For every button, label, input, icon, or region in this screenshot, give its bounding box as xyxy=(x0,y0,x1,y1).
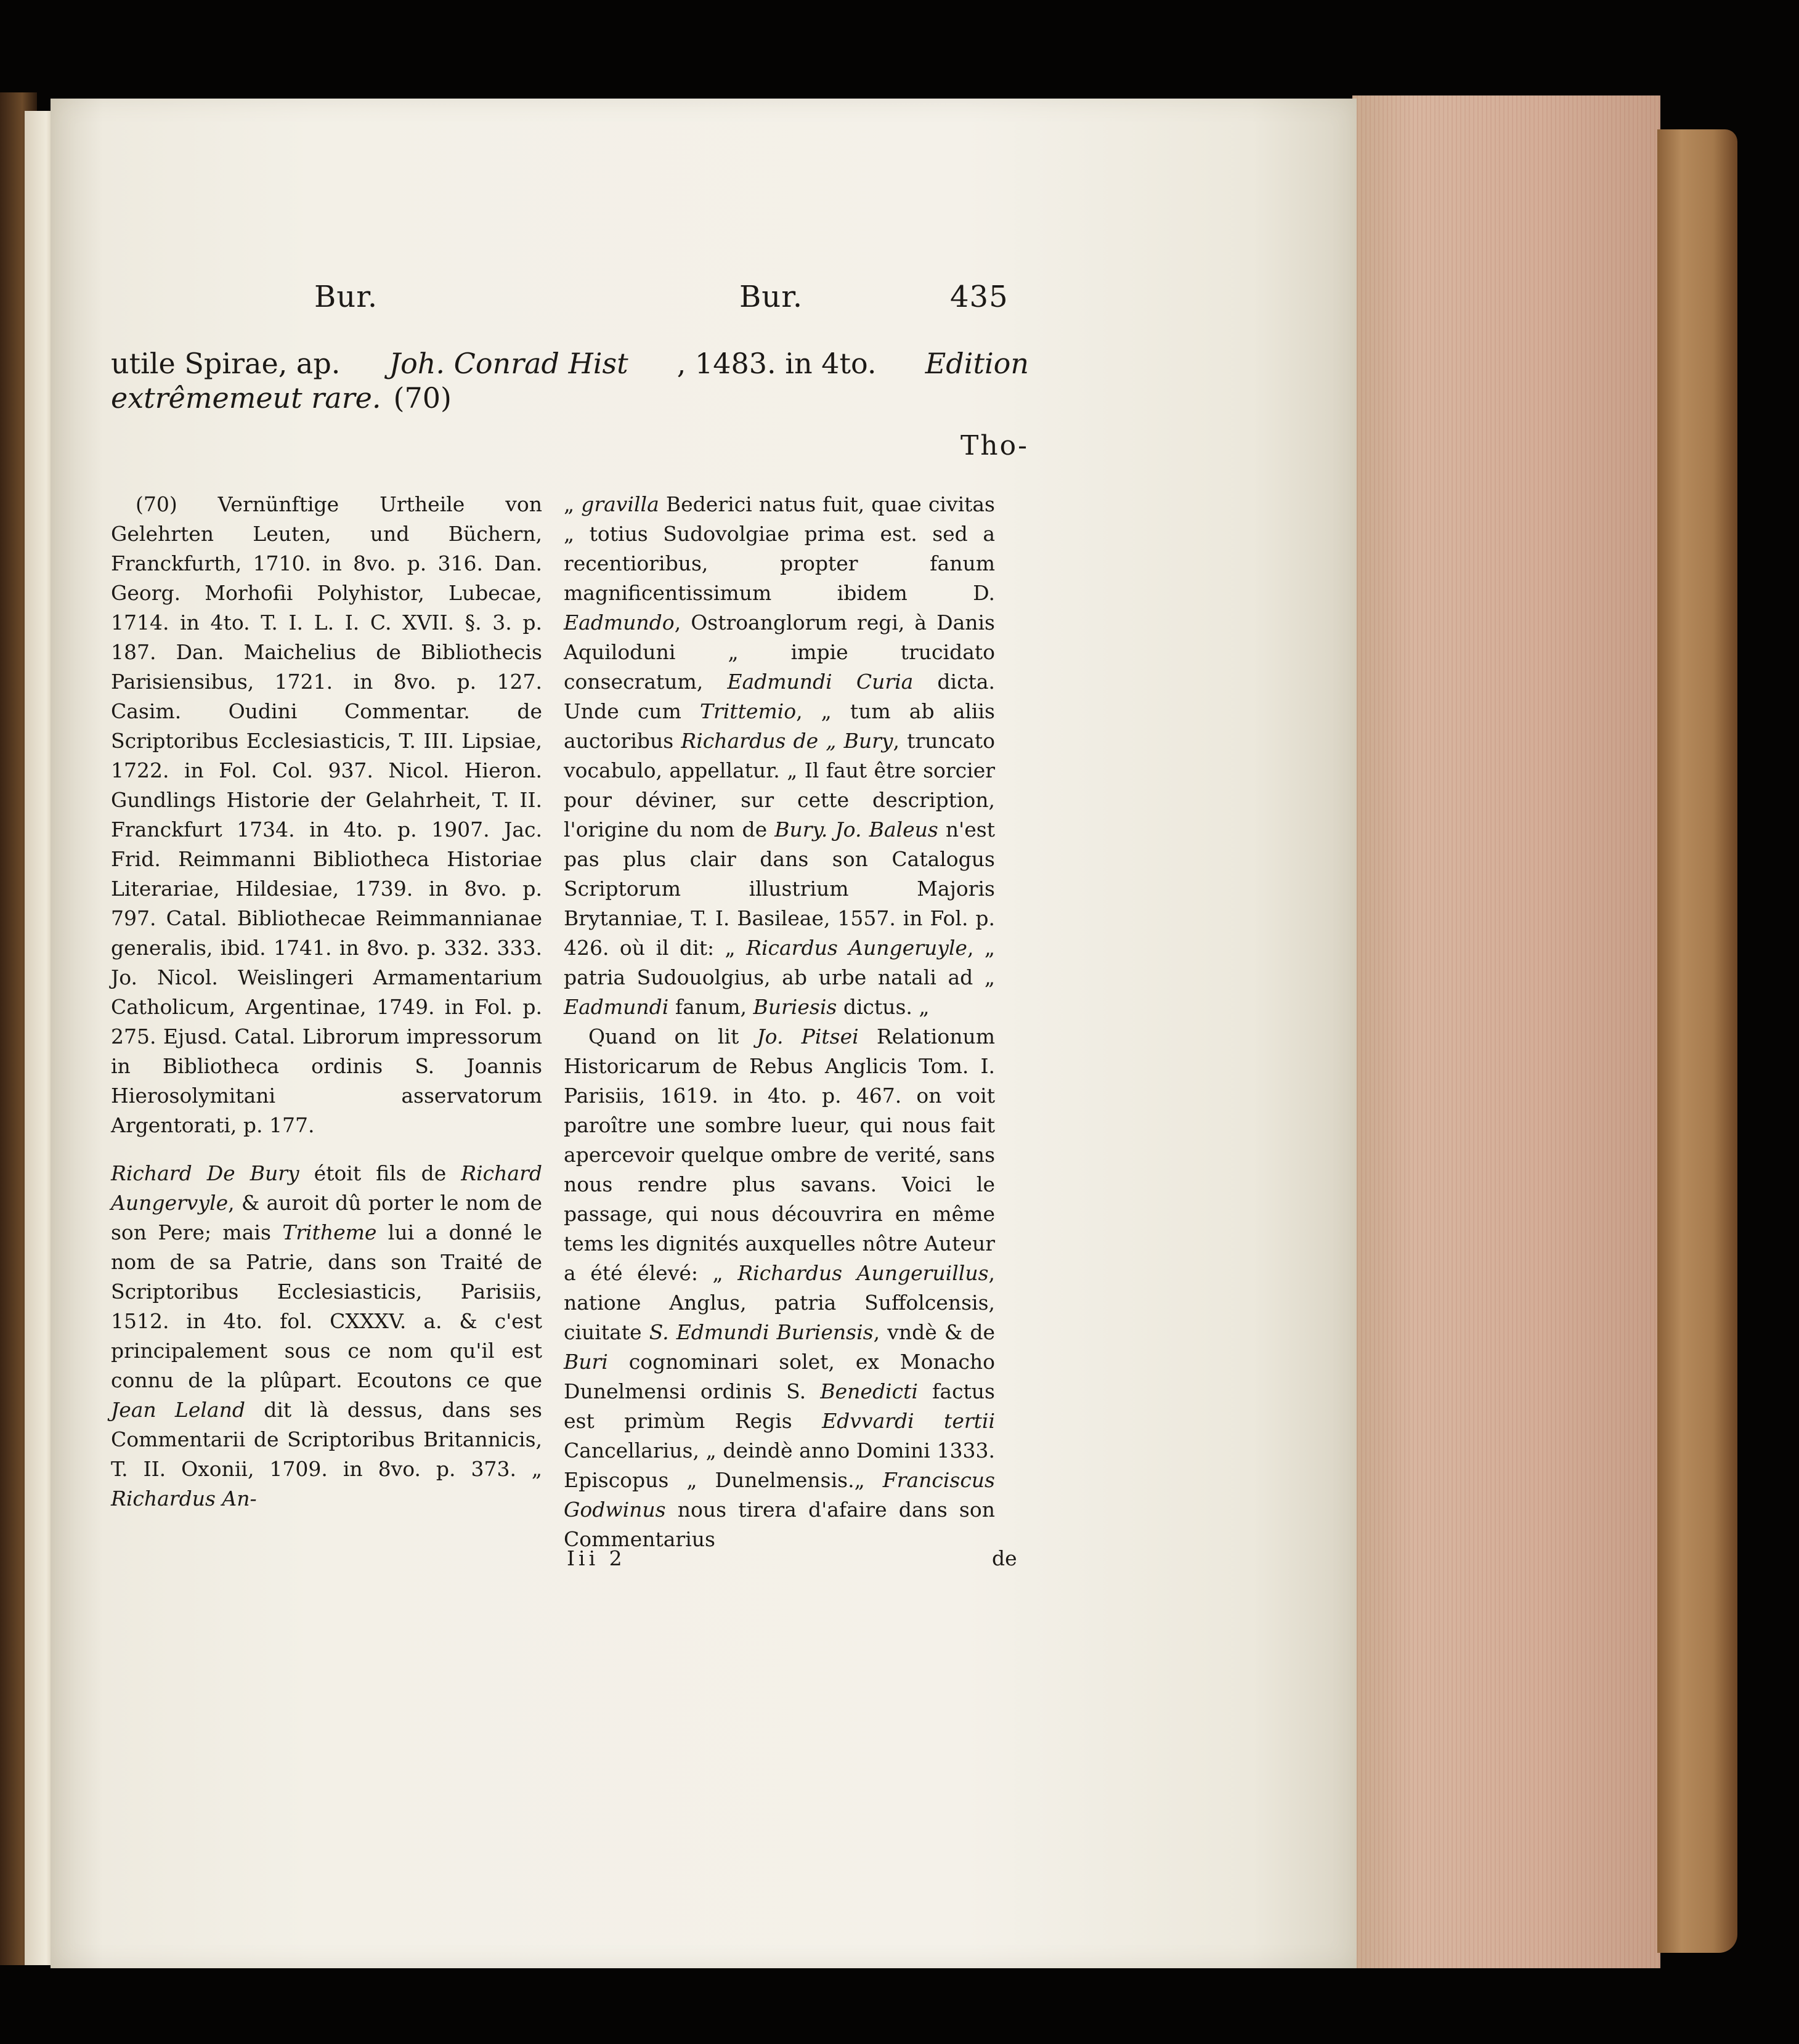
intro-italic: Joh. Conrad Hist xyxy=(389,347,628,380)
name-italic: Richardus de „ Bury xyxy=(681,729,893,753)
text-run: nous tirera d'afaire dans son Commentarius xyxy=(564,1498,995,1551)
intro-text: , 1483. in 4to. xyxy=(676,347,877,380)
name-italic: Benedicti xyxy=(820,1379,918,1403)
text-run: Quand on lit xyxy=(588,1024,757,1048)
text-run: Bederici natus fuit, quae civitas „ totius Sudovolgiae prima est. sed a recentioribus, propter fanum magnificentissimum ibidem D. xyxy=(564,492,995,605)
text-run: Relationum Historicarum de Rebus Anglicis Tom. I. Parisiis, 1619. in 4to. p. 467. on voit paroître une sombre lueur, qui nous fait apercevoir quelque ombre de verité, sans nous rendre plus savans. Voici le passage, qui nous découvrira en même tems les dignités auxquelles nôtre Auteur a été élevé: „ xyxy=(564,1024,995,1285)
text-run: dit là dessus, dans ses Commentarii de Scriptoribus Britannicis, T. II. Oxonii, 1709. in 8vo. p. 373. „ xyxy=(111,1398,542,1481)
quotation-paragraph xyxy=(564,490,995,1022)
name-italic: Richard De Bury xyxy=(111,1161,299,1185)
name-italic: Richard Aungervyle xyxy=(111,1161,542,1215)
text-run: , Ostroanglorum regi, à Danis Aquiloduni „ impie trucidato consecratum, xyxy=(564,610,995,694)
name-italic: Trittemio xyxy=(699,699,797,723)
text-run: dictus. „ xyxy=(837,995,930,1019)
text-run: lui a donné le nom de sa Patrie, dans son Traité de Scriptoribus Ecclesiasticis, Parisiis, 1512. in 4to. fol. CXXXV. a. & c'est principalement sous ce nom qu'il est connu de la plûpart. Ecoutons ce que xyxy=(111,1220,542,1392)
text-run: , natione Anglus, patria Suffolcensis, ciuitate xyxy=(564,1261,996,1344)
name-italic: Eadmundo xyxy=(564,610,675,635)
text-run: cognominari solet, ex Monacho Dunelmensi ordinis S. xyxy=(564,1350,995,1403)
catchword: de xyxy=(992,1546,1017,1570)
text-run: , „ patria Sudouolgius, ab urbe natali ad „ xyxy=(564,936,995,989)
name-italic: Tritheme xyxy=(282,1220,377,1244)
text-run: , truncato vocabulo, appellatur. „ Il faut être sorcier pour déviner, sur cette description, l'origine du nom de xyxy=(564,729,996,842)
page-text-block xyxy=(111,271,1035,1614)
text-run: n'est pas plus clair dans son Catalogus Scriptorum illustrium Majoris Brytanniae, T. I. Basileae, 1557. in Fol. p. 426. où il dit: „ xyxy=(564,817,995,960)
name-italic: Ricardus Aungeruyle xyxy=(746,936,967,960)
signature-mark: Iii 2 xyxy=(567,1546,626,1570)
name-italic: Buriesis xyxy=(753,995,837,1019)
name-italic: Buri xyxy=(564,1350,608,1374)
footnote-70: (70) Vernünftige Urtheile von Gelehrten Leuten, und Büchern, Franckfurth, 1710. in 8vo. p. 316. Dan. Georg. Morhofii Polyhistor, Lubecae, 1714. in 4to. T. I. L. I. C. XVII. §. 3. p. 187. Dan. Maichelius de Bibliothecis Parisiensibus, 1721. in 8vo. p. 127. Casim. Oudini Commentar. de Scriptoribus Ecclesiasticis, T. III. Lipsiae, 1722. in Fol. Col. 937. Nicol. Hieron. Gundlings Historie der Gelahrheit, T. II. Franckfurt 1734. in 4to. p. 1907. Jac. Frid. Reimmanni Bibliotheca Historiae Literariae, Hildesiae, 1739. in 8vo. p. 797. Catal. Bibliothecae Reimmannianae generalis, ibid. 1741. in 8vo. p. 332. 333. Jo. Nicol. Weislingeri Armamentarium Catholicum, Argentinae, 1749. in Fol. p. 275. Ejusd. Catal. Librorum impressorum in Bibliotheca ordinis S. Joannis Hierosolymitani asservatorum Argentorati, p. 177. xyxy=(111,492,542,1137)
page-number: 435 xyxy=(950,280,1009,314)
right-column xyxy=(564,490,995,1554)
text-run: fanum, xyxy=(668,995,753,1019)
text-run: dicta. Unde cum xyxy=(564,670,995,723)
intro-line-2 xyxy=(111,381,1029,415)
text-run: , vndè & de xyxy=(873,1320,995,1344)
page-block-fore-edge xyxy=(1352,95,1660,1968)
running-head-left: Bur. xyxy=(314,280,378,314)
left-column xyxy=(111,490,542,1514)
text-run: , & auroit dû porter le nom de son Pere; mais xyxy=(111,1191,542,1244)
text-run: „ xyxy=(564,492,582,516)
continuation-text xyxy=(111,346,1029,415)
intro-italic: Edition xyxy=(925,347,1029,380)
name-italic: S. Edmundi Buriensis xyxy=(649,1320,874,1344)
name-italic: Richardus Aungeruillus xyxy=(737,1261,989,1285)
name-italic: Richardus An- xyxy=(111,1486,257,1511)
name-italic: Eadmundi xyxy=(564,995,669,1019)
catch-heading: Tho- xyxy=(960,430,1029,461)
name-italic: Jo. Pitsei xyxy=(757,1024,859,1048)
text-run: factus est primùm Regis xyxy=(564,1379,995,1433)
pitseus-paragraph xyxy=(564,1022,995,1554)
text-run: Cancellarius, „ deindè anno Domini 1333. Episcopus „ Dunelmensis.„ xyxy=(564,1438,995,1492)
intro-text: utile Spirae, ap. xyxy=(111,347,341,380)
intro-line-1 xyxy=(111,346,1029,381)
running-head-center: Bur. xyxy=(739,280,803,314)
text-run: étoit fils de xyxy=(299,1161,461,1185)
name-italic: Eadmundi Curia xyxy=(727,670,914,694)
name-italic: gravilla xyxy=(581,492,659,516)
name-italic: Franciscus Godwinus xyxy=(564,1468,995,1522)
richard-de-bury-paragraph xyxy=(111,1159,542,1514)
name-italic: Bury. Jo. Baleus xyxy=(774,817,938,842)
text-run: , „ tum ab aliis auctoribus xyxy=(564,699,995,753)
footnote-marker: (70) xyxy=(393,381,452,415)
name-italic: Jean Leland xyxy=(111,1398,245,1422)
right-cover-board xyxy=(1657,129,1737,1953)
intro-italic: extrêmemeut rare. xyxy=(111,381,381,415)
name-italic: Edvvardi tertii xyxy=(822,1409,995,1433)
